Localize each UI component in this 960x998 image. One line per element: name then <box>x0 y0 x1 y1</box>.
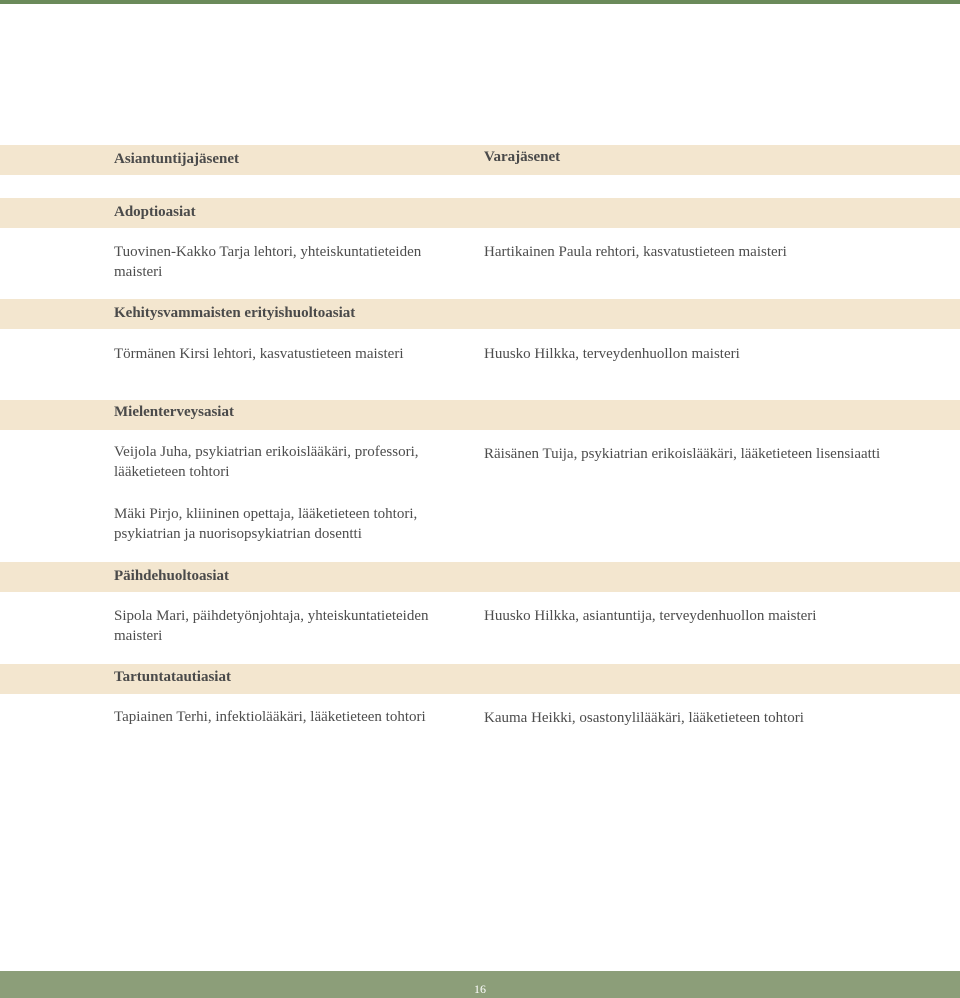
column-header-members: Asiantuntijajäsenet <box>114 151 240 167</box>
deputy-infectious-1: Kauma Heikki, osastonylilääkäri, lääketieteen tohtori <box>484 710 804 726</box>
top-rule <box>0 0 960 4</box>
section-title-substance: Päihdehuoltoasiat <box>114 568 230 584</box>
member-disability-1: Törmänen Kirsi lehtori, kasvatustieteen maisteri <box>114 346 404 362</box>
member-adoption-1: Tuovinen-Kakko Tarja lehtori, yhteiskuntatieteiden maisteri <box>114 244 422 280</box>
member-substance-1: Sipola Mari, päihdetyönjohtaja, yhteiskuntatieteiden maisteri <box>114 608 429 644</box>
section-title-infectious: Tartuntatautiasiat <box>114 669 231 685</box>
section-title-adoption: Adoptioasiat <box>114 204 196 220</box>
deputy-adoption-1: Hartikainen Paula rehtori, kasvatustieteen maisteri <box>484 244 787 260</box>
member-infectious-1: Tapiainen Terhi, infektiolääkäri, lääketieteen tohtori <box>114 709 426 725</box>
member-mental-health-2: Mäki Pirjo, kliininen opettaja, lääketieteen tohtori, psykiatrian ja nuorisopsykiatrian dosentti <box>114 506 418 542</box>
page-number: 16 <box>474 982 486 996</box>
section-title-disability: Kehitysvammaisten erityishuoltoasiat <box>114 305 356 321</box>
deputy-disability-1: Huusko Hilkka, terveydenhuollon maisteri <box>484 346 740 362</box>
deputy-substance-1: Huusko Hilkka, asiantuntija, terveydenhuollon maisteri <box>484 608 817 624</box>
deputy-mental-health-1: Räisänen Tuija, psykiatrian erikoislääkäri, lääketieteen lisensiaatti <box>484 446 881 462</box>
column-header-deputies: Varajäsenet <box>484 149 561 165</box>
section-title-mental-health: Mielenterveysasiat <box>114 404 234 420</box>
member-mental-health-1: Veijola Juha, psykiatrian erikoislääkäri, professori, lääketieteen tohtori <box>114 444 419 480</box>
